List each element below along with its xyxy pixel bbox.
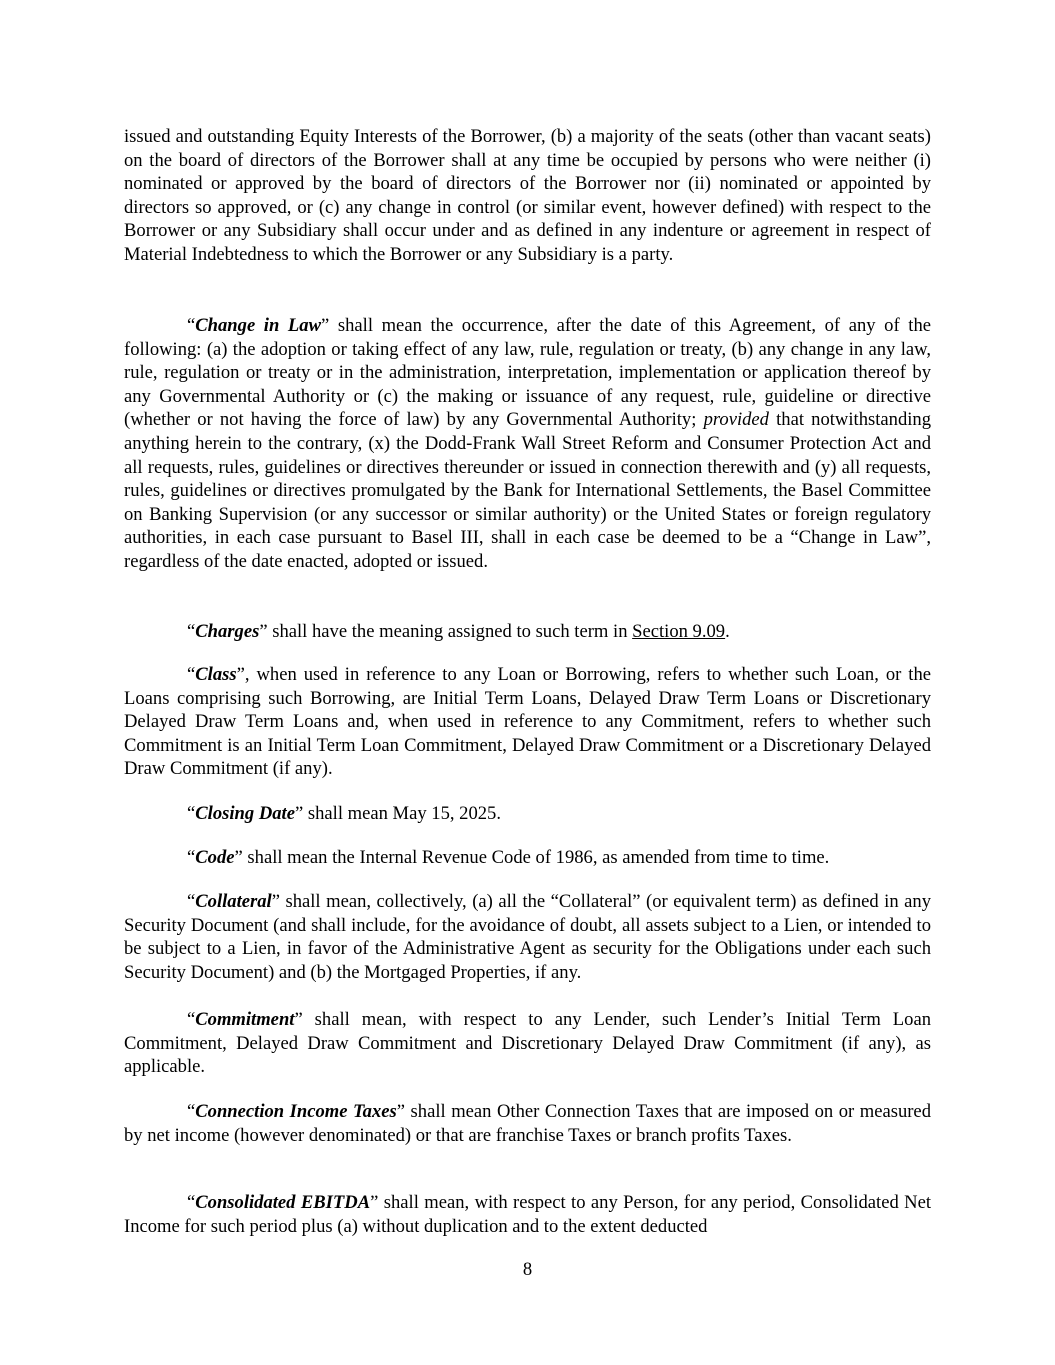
section-reference-link[interactable]: Section 9.09 [632,621,726,642]
defined-term: Change in Law [195,315,321,336]
defined-term: Code [195,847,235,868]
defined-term: Closing Date [195,803,295,824]
paragraph-change-of-control-continued [124,125,931,267]
definition-collateral: “Collateral” shall mean, collectively, (a) all the “Collateral” (or equivalent term) as defined in any Security Document (and shall include, for the avoidance of doubt, all assets subject to a Lien, or intended to be subject to a Lien, in favor of the Administrative Agent as security for the Obligations under each such Security Document) and (b) the Mortgaged Properties, if any. [124,891,931,983]
defined-term: Connection Income Taxes [195,1101,397,1122]
definition-class: “Class”, when used in reference to any Loan or Borrowing, refers to whether such Loan, or the Loans comprising such Borrowing, are Initial Term Loans, Delayed Draw Term Loans or Discretionary Delayed Draw Term Loans and, when used in reference to any Commitment, refers to whether such Commitment is an Initial Term Loan Commitment, Delayed Draw Commitment or a Discretionary Delayed Draw Commitment (if any). [124,664,931,780]
defined-term: Commitment [195,1009,295,1030]
definition-change-in-law: “Change in Law” shall mean the occurrence, after the date of this Agreement, of any of the following: (a) the adoption or taking effect of any law, rule, regulation or treaty, (b) any change in any law, rule, regulation or treaty or in the administration, interpretation, implementation or application thereof by any Governmental Authority or (c) the making or issuance of any request, rule, guideline or directive (whether or not having the force of law) by any Governmental Authority; provided that notwithstanding anything herein to the contrary, (x) the Dodd-Frank Wall Street Reform and Consumer Protection Act and all requests, rules, guidelines or directives thereunder or issued in connection therewith and (y) all requests, rules, guidelines or directives promulgated by the Bank for International Settlements, the Basel Committee on Banking Supervision (or any successor or similar authority) or the United States or foreign regulatory authorities, in each case pursuant to Basel III, shall in each case be deemed to be a “Change in Law”, regardless of the date enacted, adopted or issued. [124,315,931,572]
definition-charges: “Charges” shall have the meaning assigned to such term in Section 9.09. [187,621,730,642]
defined-term: Class [195,664,237,685]
definition-consolidated-ebitda: “Consolidated EBITDA” shall mean, with respect to any Person, for any period, Consolidated Net Income for such period plus (a) without duplication and to the extent deducted [124,1192,932,1237]
paragraph-text: issued and outstanding Equity Interests of the Borrower, (b) a majority of the seats (other than vacant seats) on the board of directors of the Borrower shall at any time be occupied by persons who were neither (i) nominated or approved by the board of directors of the Borrower nor (ii) nominated or appointed by directors so approved, or (c) any change in control (or similar event, however defined) with respect to the Borrower or any Subsidiary shall occur under and as defined in any indenture or agreement in respect of Material Indebtedness to which the Borrower or any Subsidiary is a party. [124,126,931,265]
defined-term: Collateral [195,891,272,912]
defined-term: Charges [195,621,260,642]
definition-code: “Code” shall mean the Internal Revenue Code of 1986, as amended from time to time. [187,847,830,868]
defined-term: Consolidated EBITDA [195,1192,371,1213]
definition-closing-date: “Closing Date” shall mean May 15, 2025. [187,803,502,824]
definition-connection-income-taxes: “Connection Income Taxes” shall mean Other Connection Taxes that are imposed on or measured by net income (however denominated) or that are franchise Taxes or branch profits Taxes. [124,1101,931,1146]
page-number: 8 [522,1259,533,1280]
definition-commitment: “Commitment” shall mean, with respect to any Lender, such Lender’s Initial Term Loan Commitment, Delayed Draw Commitment and Discretionary Delayed Draw Commitment (if any), as applicable. [124,1009,931,1078]
provided-term: provided [703,409,769,431]
